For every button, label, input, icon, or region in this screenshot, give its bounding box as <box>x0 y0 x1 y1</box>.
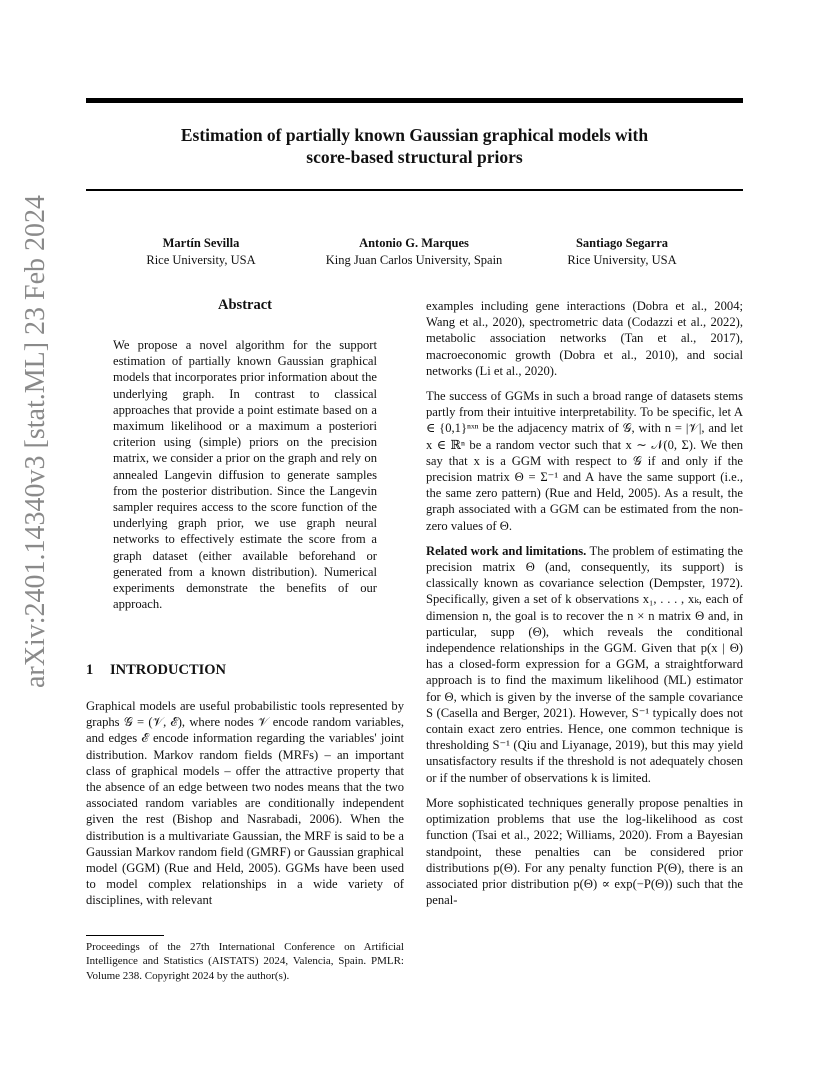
author-name: Antonio G. Marques <box>359 236 469 250</box>
section-heading <box>86 662 226 679</box>
right-column <box>426 298 743 917</box>
title-line-1: Estimation of partially known Gaussian graphical models with <box>180 125 649 145</box>
author-3 <box>557 235 687 269</box>
author-name: Santiago Segarra <box>575 236 668 250</box>
paper-title <box>86 124 743 168</box>
author-affiliation: Rice University, USA <box>567 253 677 267</box>
intro-paragraph: Graphical models are useful probabilistic tools represented by graphs 𝒢 = (𝒱, ℰ), where nodes 𝒱 encode random variables, and edges ℰ encode information regarding the variables' joint distribution. Markov random fields (MRFs) – an important class of graphical models – offer the attractive property that the absence of an edge between two nodes means that the two associated random variables are conditionally independent given the rest (Bishop and Nasrabadi, 2006). When the distribution is a multivariate Gaussian, the MRF is said to be a Gaussian Markov random field (GMRF) or Gaussian graphical model (GGM) (Rue and Held, 2005). GGMs have been used to model complex relationships in a wide variety of disciplines, with relevant <box>86 699 404 908</box>
paragraph-interpretability: The success of GGMs in such a broad range of datasets stems partly from their intuitive interpretability. To be specific, let A ∈ {0,1}ⁿˣⁿ be the adjacency matrix of 𝒢, with n = |𝒱|, and let x ∈ ℝⁿ be a random vector such that x ∼ 𝒩(0, Σ). We then say that x is a GGM with respect to 𝒢 if and only if the precision matrix Θ = Σ⁻¹ and A have the same support (i.e., the same zero pattern) (Rue and Held, 2005). As a result, the graph associated with a GGM can be estimated from the non-zero values of Θ. <box>426 389 743 533</box>
arxiv-stamp: arXiv:2401.14340v3 [stat.ML] 23 Feb 2024 <box>20 194 51 688</box>
title-bottom-rule <box>86 189 743 191</box>
author-affiliation: King Juan Carlos University, Spain <box>325 253 503 267</box>
paragraph-examples: examples including gene interactions (Dobra et al., 2004; Wang et al., 2020), spectrometric data (Codazzi et al., 2022), metabolic association networks (Tan et al., 2017), macroeconomic growth (Dobra et al., 2010), and social networks (Li et al., 2020). <box>426 299 743 378</box>
author-name: Martín Sevilla <box>162 236 240 250</box>
paragraph-penalties: More sophisticated techniques generally propose penalties in optimization problems that use the log-likelihood as cost function (Tsai et al., 2022; Williams, 2020). From a Bayesian standpoint, these penalties can be considered prior distributions p(Θ). For any penalty function P(Θ), there is an associated prior distribution p(Θ) ∝ exp(−P(Θ)) such that the penal- <box>426 795 743 908</box>
related-work-text: The problem of estimating the precision matrix Θ (and, consequently, its support) is classically known as covariance selection (Dempster, 1972). Specifically, given a set of k observations x₁, . . . , xₖ, each of dimension n, the goal is to recover the n × n matrix Θ and, in particular, supp (Θ), which reveals the conditional independence relationships in the GGM. Given that p(x | Θ) has a closed-form expression for a GGM, a straightforward approach is to find the maximum likelihood (ML) estimator for Θ, which is given by the inverse of the sample covariance S (Casella and Berger, 2021). However, S⁻¹ typically does not contain exact zero entries. Hence, one common technique is thresholding S⁻¹ (Qiu and Liyanage, 2019), but this may yield unsatisfactory results if the threshold is not adequately chosen or if the number of observations k is limited. <box>426 543 744 785</box>
abstract-text: We propose a novel algorithm for the support estimation of partially known Gaussian graphical models that incorporates prior information about the underlying graph. In contrast to classical approaches that provide a point estimate based on a maximum likelihood or a maximum a posteriori criterion using (simple) priors on the precision matrix, we consider a prior on the graph and rely on annealed Langevin diffusion to generate samples from the posterior distribution. Since the Langevin sampler requires access to the score function of the underlying graph prior, we use graph neural networks to effectively estimate the score from a graph dataset (either available beforehand or generated from a known distribution). Numerical experiments demonstrate the benefits of our approach. <box>113 338 377 612</box>
abstract-heading: Abstract <box>218 297 272 313</box>
run-in-heading: Related work and limitations. <box>426 543 587 558</box>
footnote: Proceedings of the 27th International Conference on Artificial Intelligence and Statistics (AISTATS) 2024, Valencia, Spain. PMLR: Volume 238. Copyright 2024 by the author(s). <box>86 941 404 982</box>
author-affiliation: Rice University, USA <box>146 253 256 267</box>
author-1 <box>136 235 266 269</box>
title-line-2: score-based structural priors <box>306 147 523 167</box>
author-2 <box>300 235 528 269</box>
footnote-rule <box>86 935 164 936</box>
section-number: 1 <box>86 662 94 678</box>
top-rule <box>86 98 743 103</box>
paragraph-related-work <box>426 543 743 786</box>
section-title: INTRODUCTION <box>110 662 227 678</box>
